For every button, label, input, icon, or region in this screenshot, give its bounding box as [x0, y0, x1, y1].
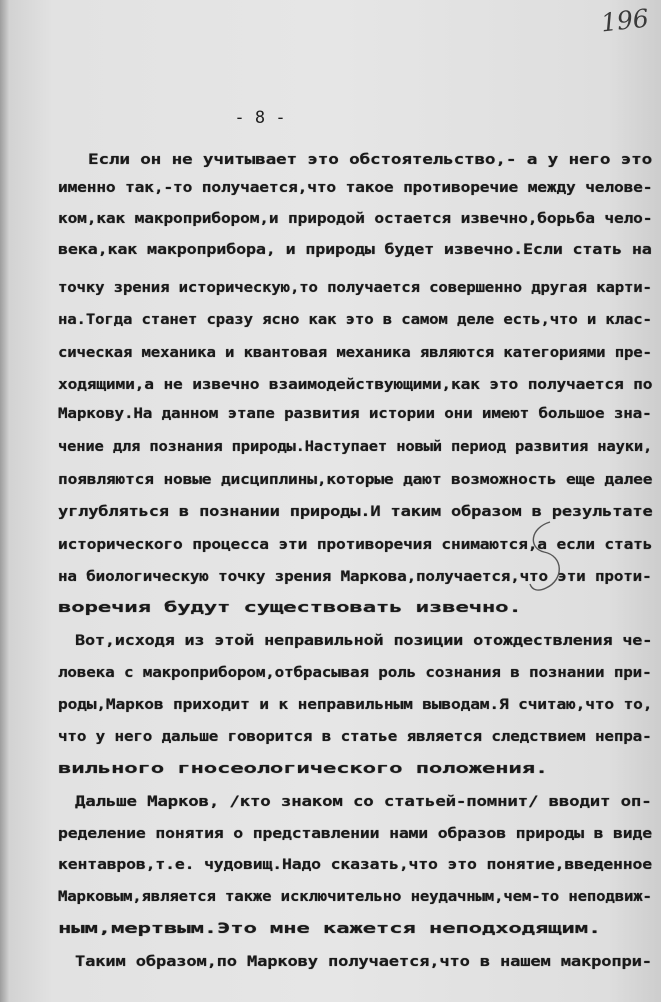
text-line: ным,мертвым.Это мне кажется неподходящим.	[58, 921, 602, 937]
text-line: Таким образом,по Маркову получается,что в нашем макропри-	[75, 954, 652, 970]
page-number: - 8 -	[234, 108, 286, 128]
text-line: вильного гносеологического положения.	[58, 761, 549, 777]
text-line: ходящими,а не извечно взаимодействующими,как это получается по	[58, 377, 653, 393]
text-line: точку зрения историческую,то получается совершенно другая карти-	[58, 280, 652, 296]
pencil-mark-icon	[520, 518, 580, 598]
handwritten-folio-number: 196	[599, 3, 651, 38]
text-line: на биологическую точку зрения Маркова,получается,что эти проти-	[58, 569, 652, 585]
text-line: Вот,исходя из этой неправильной позиции отождествления че-	[75, 633, 653, 649]
text-line: ком,как макроприбором,и природой остается извечно,борьба чело-	[58, 211, 653, 227]
text-line: воречия будут существовать извечно.	[58, 600, 522, 616]
text-line: Дальше Марков, /кто знаком со статьей-помнит/ вводит оп-	[75, 794, 652, 810]
page-edge-shadow	[0, 0, 10, 1002]
text-line: сическая механика и квантовая механика являются категориями пре-	[58, 345, 652, 361]
text-line: именно так,-то получается,что такое противоречие между челове-	[58, 180, 653, 196]
text-line: века,как макроприбора, и природы будет извечно.Если стать на	[58, 242, 652, 258]
text-line: появляются новые дисциплины,которые дают возможность еще далее	[58, 472, 653, 488]
text-line: ловека с макроприбором,отбрасывая роль сознания в познании при-	[58, 665, 652, 681]
text-line: ределение понятия о представлении нами образов природы в виде	[58, 826, 653, 842]
text-line: кентавров,т.е. чудовищ.Надо сказать,что это понятие,введенное	[58, 857, 653, 873]
text-line: что у него дальше говорится в статье является следствием непра-	[58, 729, 652, 745]
text-line: исторического процесса эти противоречия снимаются,а если стать	[58, 537, 653, 553]
text-line: роды,Марков приходит и к неправильным выводам.Я считаю,что то,	[58, 697, 653, 713]
text-line: чение для познания природы.Наступает новый период развития науки,	[58, 439, 653, 455]
text-line: углубляться в познании природы.И таким образом в результате	[58, 504, 653, 520]
text-line: Если он не учитывает это обстоятельство,- а у него это	[88, 152, 653, 168]
text-line: Маркову.На данном этапе развития истории они имеют большое зна-	[58, 406, 652, 422]
text-line: Марковым,является также исключительно неудачным,чем-то неподвиж-	[58, 889, 652, 905]
text-line: на.Тогда станет сразу ясно как это в самом деле есть,что и клас-	[58, 312, 652, 328]
